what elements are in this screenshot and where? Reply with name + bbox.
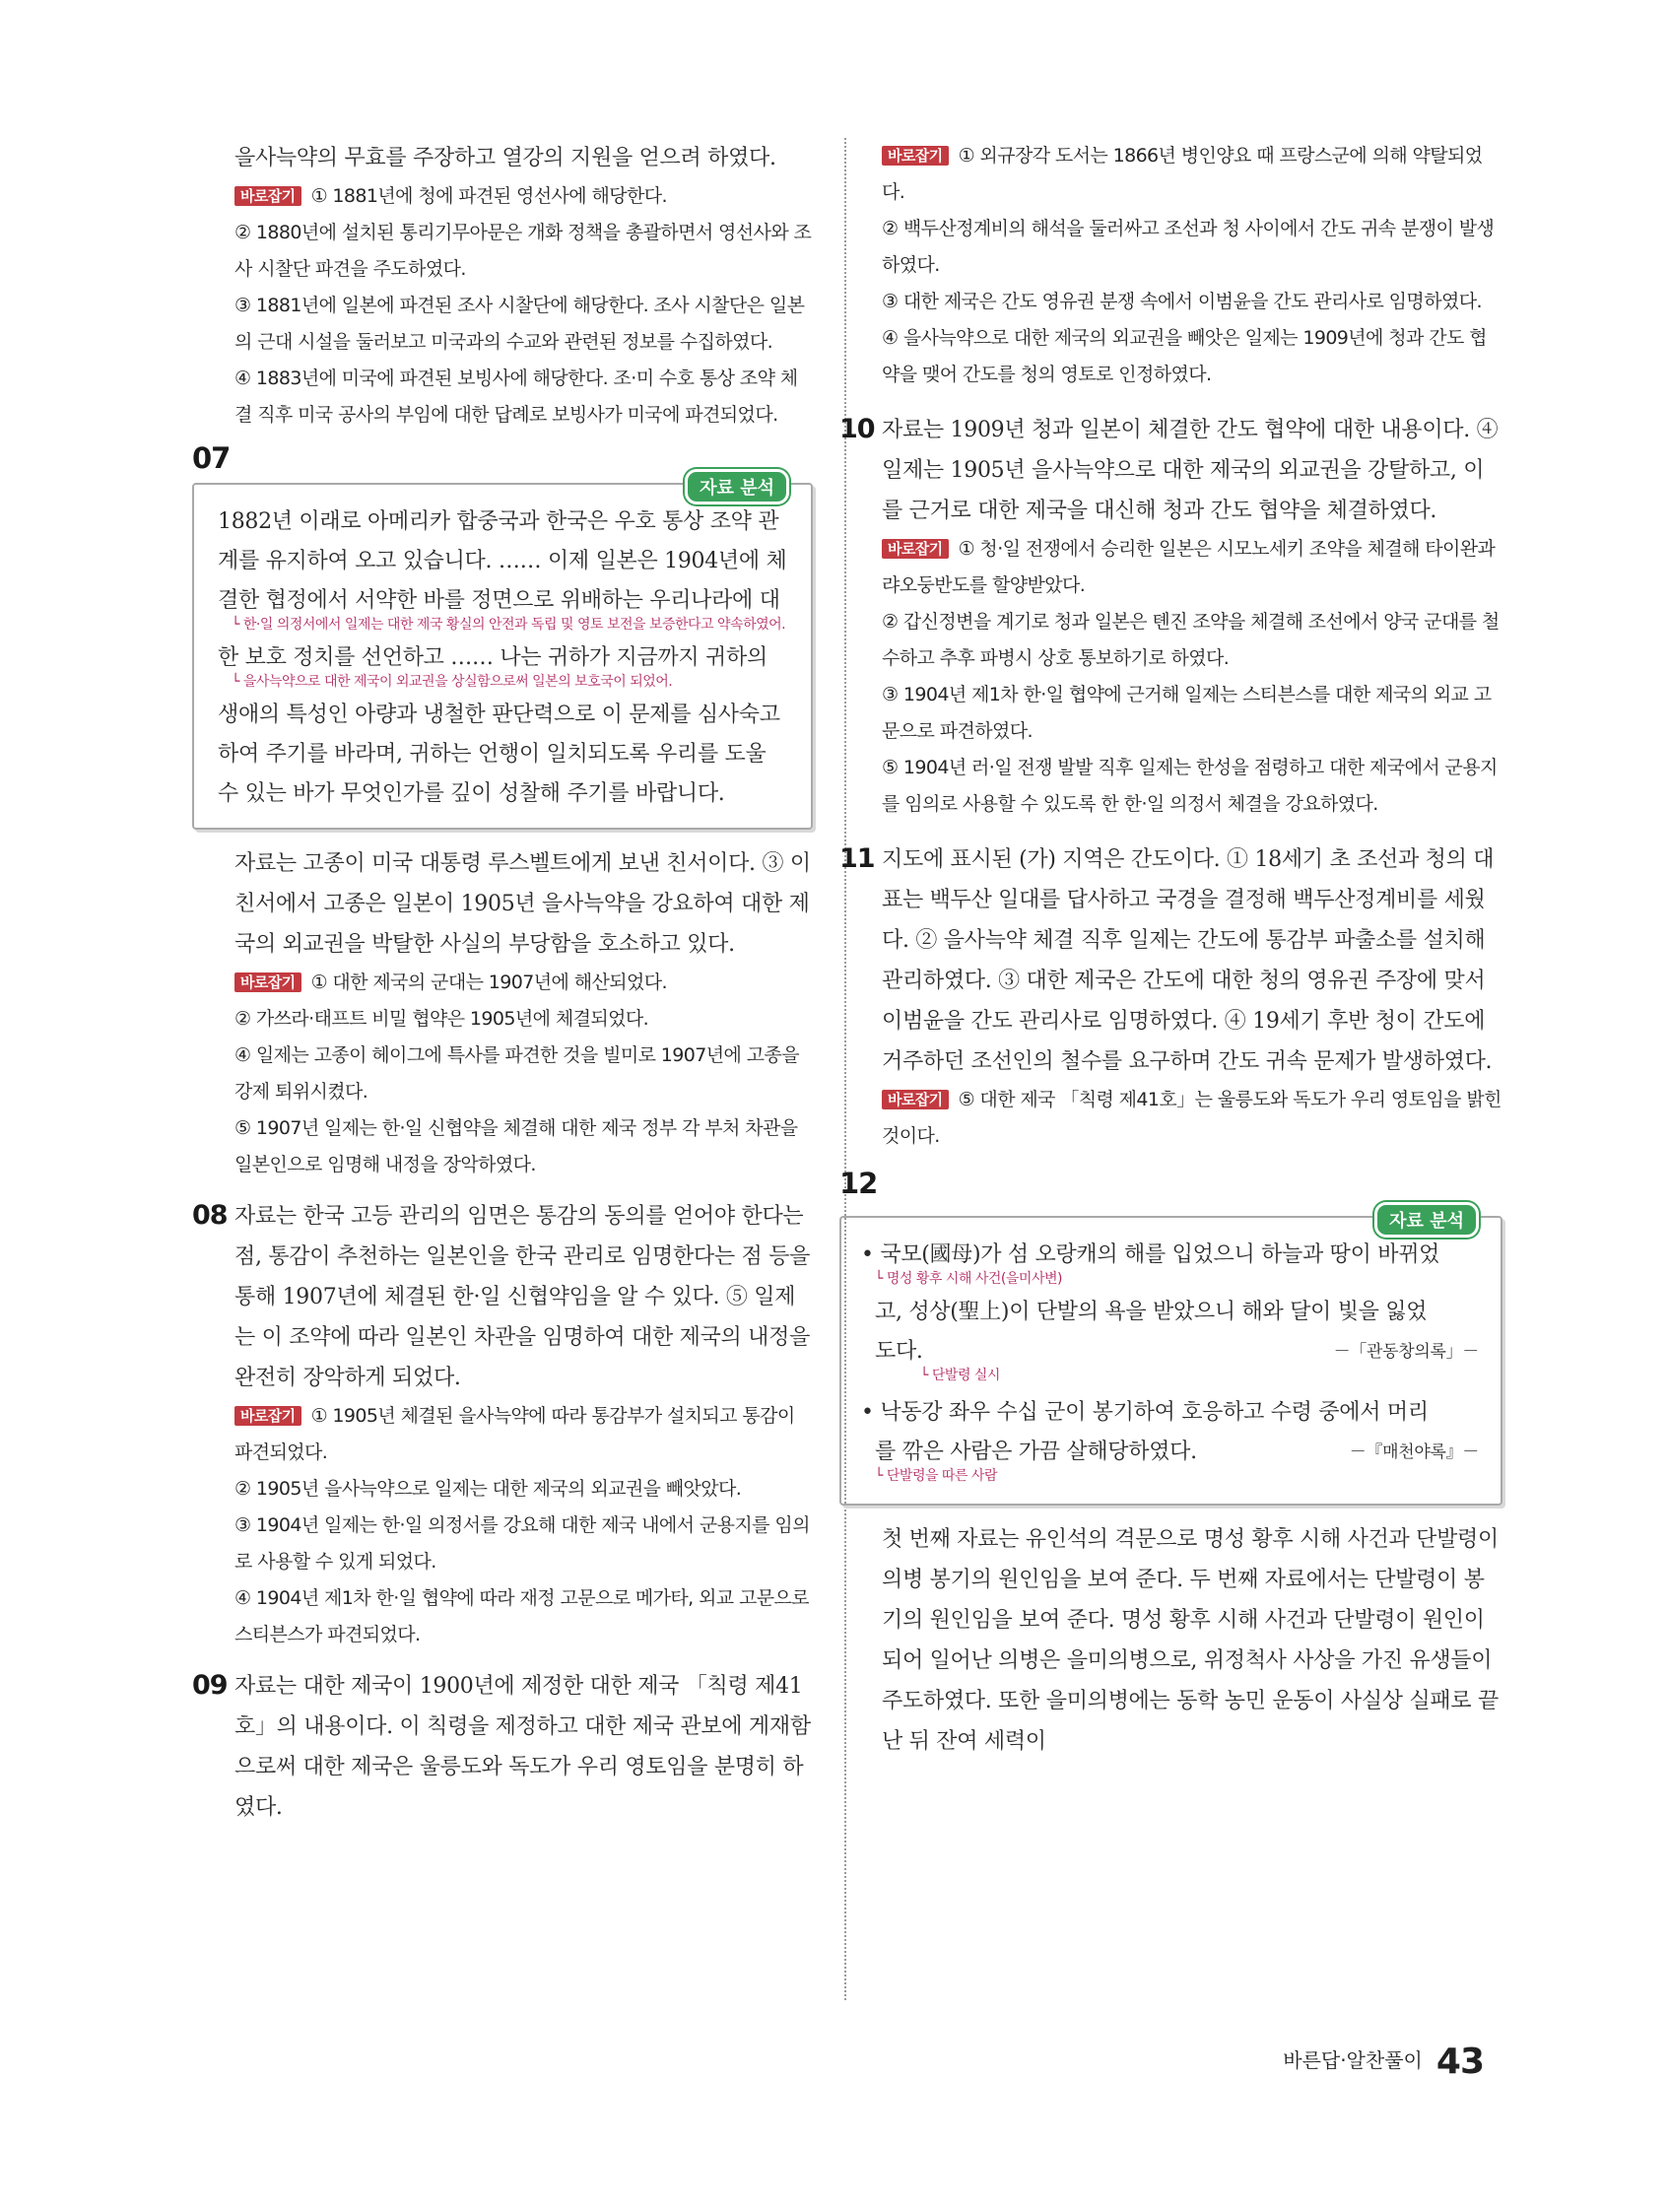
q09 (192, 1665, 813, 1828)
annotation: └ 한·일 의정서에서 일제는 대한 제국 황실의 안전과 독립 및 영토 보전을 보증한다고 약속하였어. (232, 615, 787, 635)
page-footer (1283, 2042, 1484, 2082)
source-text: • 낙동강 좌우 수십 군이 봉기하여 호응하고 수령 중에서 머리 (861, 1400, 1429, 1425)
source-text: • 국모(國母)가 섬 오랑캐의 해를 입었으니 하늘과 땅이 바뀌었 (861, 1242, 1440, 1267)
fix-item: ③ 1881년에 일본에 파견된 조사 시찰단에 해당한다. 조사 시찰단은 일본의 근대 시설을 둘러보고 미국과의 수교와 관련된 정보를 수집하였다. (234, 295, 805, 353)
q12-source-box (839, 1211, 1502, 1506)
source-text: 1882년 이래로 아메리카 합중국과 한국은 우호 통상 조약 관계를 유지하여 오고 있습니다. …… 이제 일본은 1904년에 체결한 협정에서 서약한 바를 정면으로 위배하는 우리나라에 대 (218, 509, 787, 613)
question-number: 12 (839, 1167, 878, 1200)
question-number: 11 (839, 843, 875, 874)
analysis-badge: 자료 분석 (685, 469, 789, 504)
fix-item: ② 1905년 을사늑약으로 일제는 대한 제국의 외교권을 빼앗았다. (234, 1478, 742, 1500)
q11 (839, 838, 1502, 1155)
fix-item: ⑤ 1907년 일제는 한·일 신협약을 체결해 대한 제국 정부 각 부처 차관을 일본인으로 임명해 내정을 장악하였다. (234, 1117, 798, 1175)
q09-fix (882, 138, 1502, 393)
fix-tag: 바로잡기 (234, 186, 301, 206)
source-text: 도다. －「관동창의록」－ (861, 1332, 1479, 1372)
question-number: 08 (192, 1200, 228, 1231)
q12-explanation: 첫 번째 자료는 유인석의 격문으로 명성 황후 시해 사건과 단발령이 의병 봉기의 원인임을 보여 준다. 두 번째 자료에서는 단발령이 봉기의 원인임을 보여 준다. 명성 황후 시해 사건과 단발령이 원인이 되어 일어난 의병은 을미의병으로, 위정척사 사상을 가진 유생들이 주도하였다. 또한 을미의병에는 동학 농민 운동이 사실상 실패로 끝난 뒤 잔여 세력이 (882, 1527, 1499, 1754)
fix-tag: 바로잡기 (234, 972, 301, 992)
left-column (192, 138, 813, 1828)
q06-tail: 을사늑약의 무효를 주장하고 열강의 지원을 얻으려 하였다. (234, 146, 776, 170)
fix-item: ④ 1883년에 미국에 파견된 보빙사에 해당한다. 조·미 수호 통상 조약 체결 직후 미국 공사의 부임에 대한 답례로 보빙사가 미국에 파견되었다. (234, 368, 798, 426)
fix-item: ② 가쓰라·태프트 비밀 협약은 1905년에 체결되었다. (234, 1008, 649, 1030)
source-text: 고, 성상(聖上)이 단발의 욕을 받았으니 해와 달이 빛을 잃었 (875, 1300, 1428, 1324)
analysis-badge: 자료 분석 (1374, 1202, 1479, 1238)
fix-tag: 바로잡기 (882, 146, 949, 166)
source-citation: －「관동창의록」－ (1333, 1342, 1479, 1362)
fix-tag: 바로잡기 (234, 1406, 301, 1426)
source-text: 를 깎은 사람은 가끔 살해당하였다. －『매천야록』－ (861, 1433, 1479, 1472)
right-column (839, 138, 1502, 1762)
explanation-text: 11 지도에 표시된 (가) 지역은 간도이다. ① 18세기 초 조선과 청의 대표는 백두산 일대를 답사하고 국경을 결정해 백두산정계비를 세웠다. ② 을사늑약 체결 직후 일제는 간도에 통감부 파출소를 설치해 관리하였다. ③ 대한 제국은 간도에 대한 청의 영유권 주장에 맞서 이범윤을 간도 관리사로 임명하였다. ④ 19세기 후반 청이 간도에 거주하던 조선인의 철수를 요구하며 간도 귀속 문제가 발생하였다. (882, 838, 1502, 1082)
q07-source-box (192, 478, 813, 830)
fix-item: ② 백두산정계비의 해석을 둘러싸고 조선과 청 사이에서 간도 귀속 분쟁이 발생하였다. (882, 218, 1495, 276)
fix-item: ③ 1904년 제1차 한·일 협약에 근거해 일제는 스티븐스를 대한 제국의 외교 고문으로 파견하였다. (882, 684, 1492, 742)
q07-explanation (192, 843, 813, 1183)
annotation: └ 단발령 실시 (920, 1366, 1479, 1385)
page-number: 43 (1435, 2042, 1484, 2082)
fix-item: ④ 을사늑약으로 대한 제국의 외교권을 빼앗은 일제는 1909년에 청과 간도 협약을 맺어 간도를 청의 영토로 인정하였다. (882, 327, 1487, 385)
fix-item: 바로잡기 ① 청·일 전쟁에서 승리한 일본은 시모노세키 조약을 체결해 타이완과 랴오둥반도를 할양받았다. (882, 538, 1496, 596)
question-number: 09 (192, 1670, 228, 1701)
source-citation: －『매천야록』－ (1349, 1442, 1479, 1462)
fix-item: ③ 대한 제국은 간도 영유권 분쟁 속에서 이범윤을 간도 관리사로 임명하였다. (882, 291, 1482, 312)
fix-item: ② 갑신정변을 계기로 청과 일본은 톈진 조약을 체결해 조선에서 양국 군대를 철수하고 추후 파병시 상호 통보하기로 하였다. (882, 611, 1500, 669)
explanation-text: 08 자료는 한국 고등 관리의 임면은 통감의 동의를 얻어야 한다는 점, 통감이 추천하는 일본인을 한국 관리로 임명한다는 점 등을 통해 1907년에 체결된 한·일 신협약임을 알 수 있다. ⑤ 일제는 이 조약에 따라 일본인 차관을 임명하여 대한 제국의 내정을 완전히 장악하게 되었다. (234, 1195, 813, 1398)
q10 (839, 409, 1502, 823)
fix-item: ④ 일제는 고종이 헤이그에 특사를 파견한 것을 빌미로 1907년에 고종을 강제 퇴위시켰다. (234, 1044, 799, 1103)
question-number: 07 (192, 441, 231, 475)
fix-item: 바로잡기 ① 1905년 체결된 을사늑약에 따라 통감부가 설치되고 통감이 파견되었다. (234, 1405, 795, 1463)
fix-item: ③ 1904년 일제는 한·일 의정서를 강요해 대한 제국 내에서 군용지를 임의로 사용할 수 있게 되었다. (234, 1514, 810, 1573)
fix-item: 바로잡기 ⑤ 대한 제국 「칙령 제41호」는 울릉도와 독도가 우리 영토임을 밝힌 것이다. (882, 1089, 1501, 1147)
source-text: 생애의 특성인 아량과 냉철한 판단력으로 이 문제를 심사숙고하여 주기를 바라며, 귀하는 언행이 일치되도록 우리를 도울 수 있는 바가 무엇인가를 깊이 성찰해 주기를 바랍니다. (218, 703, 780, 806)
footer-label: 바른답·알찬풀이 (1283, 2048, 1423, 2072)
fix-item: 바로잡기 ① 외규장각 도서는 1866년 병인양요 때 프랑스군에 의해 약탈되었다. (882, 145, 1483, 203)
fix-item: ④ 1904년 제1차 한·일 협약에 따라 재정 고문으로 메가타, 외교 고문으로 스티븐스가 파견되었다. (234, 1587, 810, 1645)
annotation: └ 을사늑약으로 대한 제국이 외교권을 상실함으로써 일본의 보호국이 되었어. (232, 672, 787, 692)
fix-item: ⑤ 1904년 러·일 전쟁 발발 직후 일제는 한성을 점령하고 대한 제국에서 군용지를 임의로 사용할 수 있도록 한 한·일 의정서 체결을 강요하였다. (882, 757, 1498, 815)
fix-tag: 바로잡기 (882, 539, 949, 559)
explanation-text: 10 자료는 1909년 청과 일본이 체결한 간도 협약에 대한 내용이다. ④ 일제는 1905년 을사늑약으로 대한 제국의 외교권을 강탈하고, 이를 근거로 대한 제국을 대신해 청과 간도 협약을 체결하였다. (882, 409, 1502, 531)
q08 (192, 1195, 813, 1653)
annotation: └ 명성 황후 시해 사건(을미사변) (875, 1269, 1479, 1289)
question-number: 10 (839, 414, 875, 444)
source-text: 한 보호 정치를 선언하고 …… 나는 귀하가 지금까지 귀하의 (218, 645, 767, 670)
fix-item: 바로잡기 ① 1881년에 청에 파견된 영선사에 해당한다. (234, 178, 813, 215)
annotation: └ 단발령을 따른 사람 (875, 1466, 1479, 1486)
q12-header (839, 1155, 1502, 1206)
q06-fix (192, 178, 813, 434)
fix-item: ② 1880년에 설치된 통리기무아문은 개화 정책을 총괄하면서 영선사와 조사 시찰단 파견을 주도하였다. (234, 222, 812, 280)
explanation-text: 자료는 고종이 미국 대통령 루스벨트에게 보낸 친서이다. ③ 이 친서에서 고종은 일본이 1905년 을사늑약을 강요하여 대한 제국의 외교권을 박탈한 사실의 부당함을 호소하고 있다. (234, 851, 811, 957)
fix-item: 바로잡기 ① 대한 제국의 군대는 1907년에 해산되었다. (234, 965, 813, 1001)
explanation-text: 09 자료는 대한 제국이 1900년에 제정한 대한 제국 「칙령 제41호」의 내용이다. 이 칙령을 제정하고 대한 제국 관보에 게재함으로써 대한 제국은 울릉도와 독도가 우리 영토임을 분명히 하였다. (234, 1665, 813, 1828)
fix-tag: 바로잡기 (882, 1090, 949, 1109)
